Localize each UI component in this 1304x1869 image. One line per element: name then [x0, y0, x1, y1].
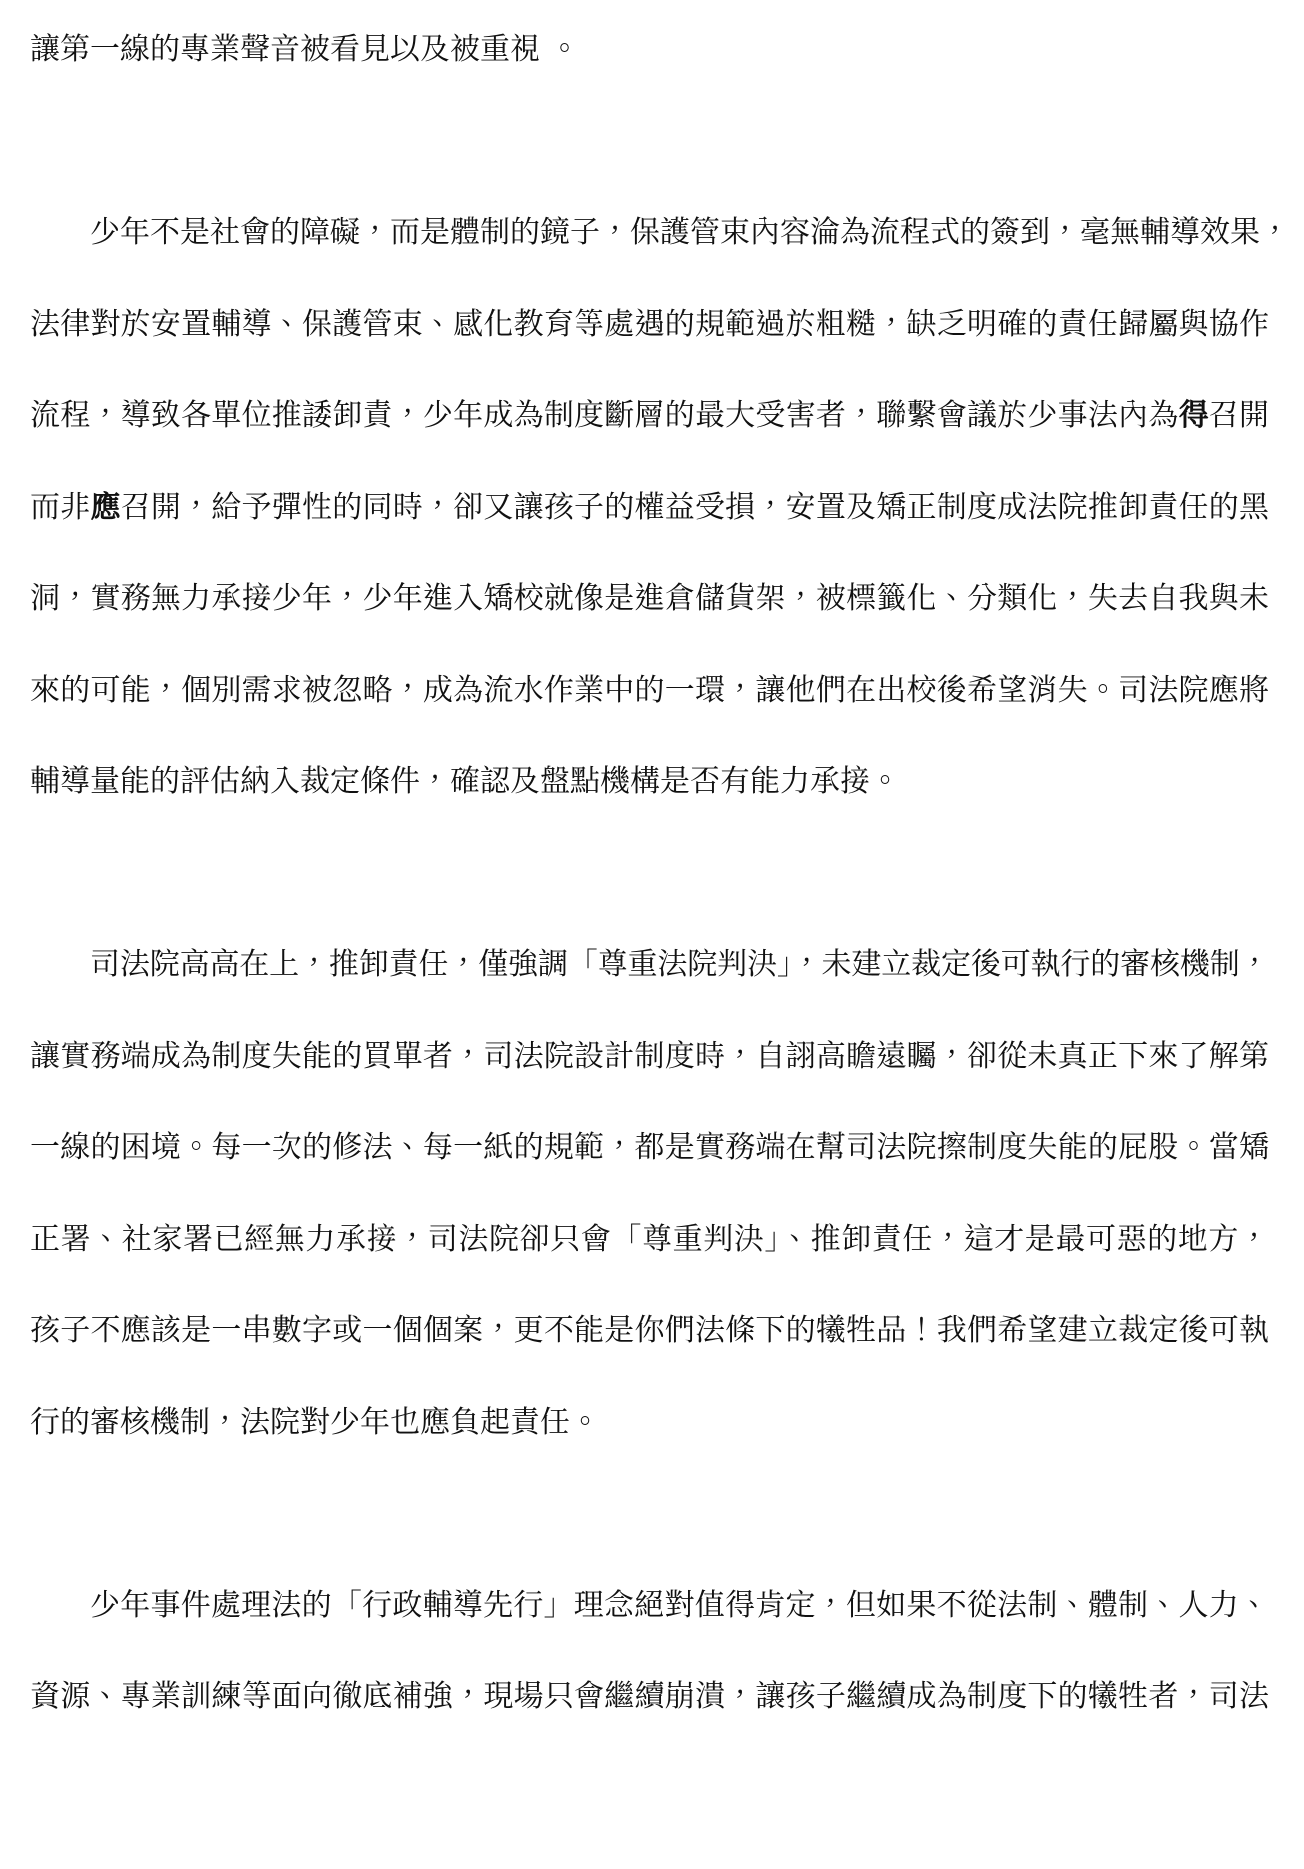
paragraph [30, 4, 1269, 96]
emphasis-text: 得 [1178, 398, 1209, 433]
text-line: 行的審核機制，法院對少年也應負起責任。 [30, 1404, 600, 1440]
text-segment: 而非 [30, 489, 91, 525]
text-line: 法律對於安置輔導、保護管束、感化教育等處遇的規範過於粗糙，缺乏明確的責任歸屬與協作 [30, 306, 1269, 342]
text-line: 孩子不應該是一串數字或一個個案，更不能是你們法條下的犧牲品！我們希望建立裁定後可執 [30, 1313, 1269, 1348]
emphasis-text: 應 [90, 489, 121, 525]
text-line: 讓實務端成為制度失能的買單者，司法院設計制度時，自詡高瞻遠矚，卻從未真正下來了解第 [30, 1038, 1269, 1074]
text-line: 一線的困境。每一次的修法、每一紙的規範，都是實務端在幫司法院擦制度失能的屁股。當矯 [30, 1130, 1269, 1165]
paragraph [30, 919, 1269, 1468]
paragraph [30, 187, 1290, 828]
text-segment: 流程，導致各單位推諉卸責，少年成為制度斷層的最大受害者，聯繫會議於少事法內為 [30, 398, 1179, 433]
text-line: 輔導量能的評估納入裁定條件，確認及盤點機構是否有能力承接。 [30, 764, 900, 799]
text-segment: 召開，給予彈性的同時，卻又讓孩子的權益受損，安置及矯正制度成法院推卸責任的黑 [120, 489, 1270, 525]
text-line: 洞，實務無力承接少年，少年進入矯校就像是進倉儲貨架，被標籤化、分類化，失去自我與未 [30, 581, 1269, 616]
text-line: 讓第一線的專業聲音被看見以及被重視 。 [30, 32, 580, 67]
text-line: 司法院高高在上，推卸責任，僅強調「尊重法院判決」，未建立裁定後可執行的審核機制， [90, 947, 1269, 982]
text-line: 資源、專業訓練等面向徹底補強，現場只會繼續崩潰，讓孩子繼續成為制度下的犧牲者，司法 [30, 1679, 1269, 1714]
text-segment: 召開 [1208, 398, 1270, 433]
paragraph [30, 1560, 1269, 1743]
text-line: 正署、社家署已經無力承接，司法院卻只會「尊重判決」、推卸責任，這才是最可惡的地方， [30, 1221, 1269, 1257]
text-line: 少年不是社會的障礙，而是體制的鏡子，保護管束內容淪為流程式的簽到，毫無輔導效果， [90, 215, 1290, 250]
text-line: 來的可能，個別需求被忽略，成為流水作業中的一環，讓他們在出校後希望消失。司法院應將 [30, 672, 1269, 708]
text-line [30, 462, 1269, 554]
text-line: 少年事件處理法的「行政輔導先行」理念絕對值得肯定，但如果不從法制、體制、人力、 [90, 1587, 1269, 1623]
text-line [30, 370, 1269, 462]
